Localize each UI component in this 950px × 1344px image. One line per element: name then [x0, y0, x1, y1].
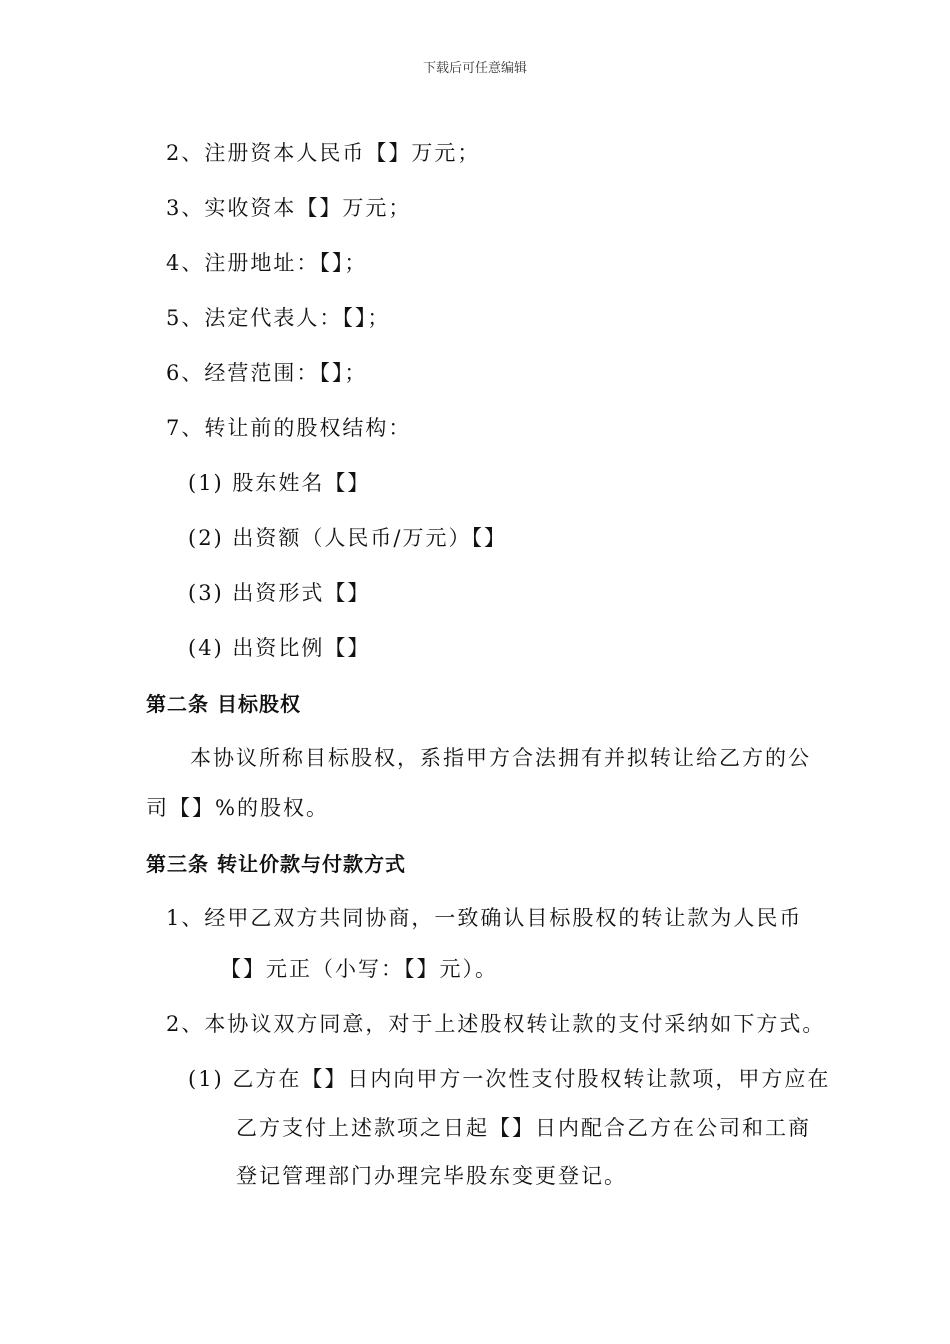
article3-sub1-line3: 登记管理部门办理完毕股东变更登记。 [236, 1164, 627, 1188]
article3-sub1-line2: 乙方支付上述款项之日起【】日内配合乙方在公司和工商 [236, 1116, 811, 1140]
article2-title: 第二条 目标股权 [146, 692, 301, 716]
article3-item1-line2: 【】元正（小写：【】元）。 [220, 957, 498, 981]
article3-item1-line1: 1、经甲乙双方共同协商，一致确认目标股权的转让款为人民币 [166, 906, 803, 930]
structure-contribution-ratio: (4) 出资比例【】 [188, 636, 371, 660]
structure-contribution-amount: (2) 出资额（人民币/万元）【】 [188, 526, 507, 550]
article2-paragraph-line1: 本协议所称目标股权，系指甲方合法拥有并拟转让给乙方的公 [190, 746, 811, 770]
article3-title: 第三条 转让价款与付款方式 [146, 852, 406, 876]
item-paid-in-capital: 3、实收资本【】万元； [166, 196, 412, 220]
article2-paragraph-line2: 司【】%的股权。 [146, 796, 329, 820]
item-business-scope: 6、经营范围：【】； [166, 361, 368, 385]
item-legal-representative: 5、法定代表人：【】； [166, 306, 391, 330]
structure-shareholder-name: (1) 股东姓名【】 [188, 471, 371, 495]
structure-contribution-form: (3) 出资形式【】 [188, 581, 371, 605]
article3-sub1-line1: (1) 乙方在【】日内向甲方一次性支付股权转让款项，甲方应在 [188, 1067, 831, 1091]
page-header-note: 下载后可任意编辑 [422, 61, 527, 76]
item-registered-address: 4、注册地址：【】； [166, 251, 368, 275]
item-equity-structure: 7、转让前的股权结构： [166, 416, 412, 440]
article3-item2: 2、本协议双方同意，对于上述股权转让款的支付采纳如下方式。 [166, 1012, 826, 1036]
item-registered-capital: 2、注册资本人民币【】万元； [166, 141, 481, 165]
